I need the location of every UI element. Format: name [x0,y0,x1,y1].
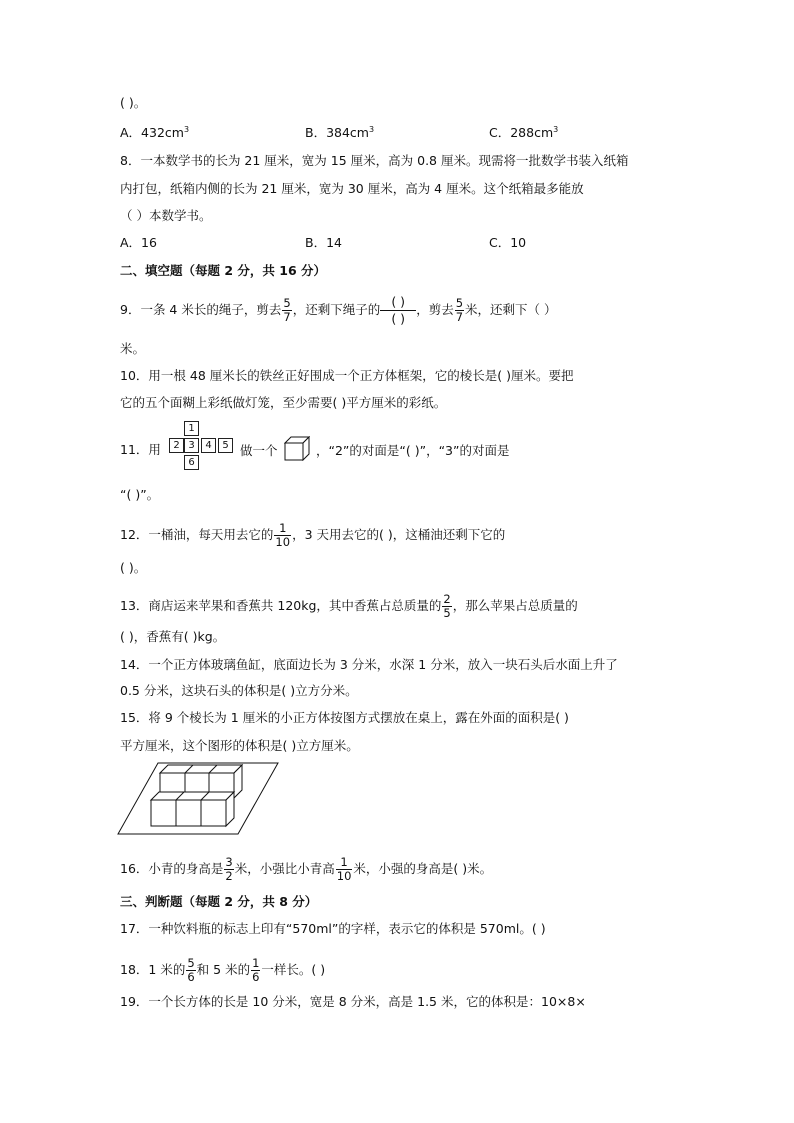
q11-line-2: “( )”。 [120,487,160,502]
q17-line-1: 17．一种饮料瓶的标志上印有“570ml”的字样，表示它的体积是 570ml。( ) [120,921,546,936]
q14-line-1: 14．一个正方体玻璃鱼缸，底面边长为 3 分米，水深 1 分米，放入一块石头后水面上升了 [120,657,618,672]
q12-fraction: $\frac{1}{10}$ [275,521,291,549]
q7-option-a: A．$432cm^3$ [120,124,190,140]
q15-line-2: 平方厘米，这个图形的体积是( )立方厘米。 [120,738,359,753]
q11-suffix: ，“2”的对面是“( )”，“3”的对面是 [316,443,510,458]
q8-option-a: A．16 [120,235,157,250]
net-cell-5: 5 [218,438,233,453]
q8-option-c: C．10 [489,235,527,250]
q9-fraction-1: $\frac{5}{7}$ [283,296,291,324]
q16-fraction-2: $\frac{1}{10}$ [336,855,352,883]
stacked-cubes-figure [116,758,280,838]
cube-net-figure [165,421,237,471]
q8-option-b: B．14 [305,235,342,250]
net-cell-3: 3 [184,438,199,453]
q8-line-2: 内打包，纸箱内侧的长为 21 厘米，宽为 30 厘米，高为 4 厘米。这个纸箱最多能放 [120,181,584,196]
net-cell-2: 2 [169,438,184,453]
q8-line-3: （ ）本数学书。 [120,208,212,223]
q18-line-1: 18．1 米的 $\frac{5}{6}$ 和 5 米的 $\frac{1}{6}$ 一样长。( ) [120,956,326,984]
q18-fraction-2: $\frac{1}{6}$ [252,956,260,984]
q10-line-2: 它的五个面糊上彩纸做灯笼，至少需要( )平方厘米的彩纸。 [120,395,447,410]
section-2-title: 二、填空题（每题 2 分，共 16 分） [120,263,327,278]
q8-line-1: 8．一本数学书的长为 21 厘米，宽为 15 厘米，高为 0.8 厘米。现需将一批数学书装入纸箱 [120,153,629,168]
q11-prefix: 11．用 [120,442,161,457]
q13-line-2: ( )，香蕉有( )kg。 [120,629,226,644]
q12-line-2: ( )。 [120,560,147,575]
net-cell-4: 4 [201,438,216,453]
q13-fraction: $\frac{2}{5}$ [443,592,451,620]
q7-option-b: B．$384cm^3$ [305,124,375,140]
q10-line-1: 10．用一根 48 厘米长的铁丝正好围成一个正方体框架，它的棱长是( )厘米。要把 [120,368,574,383]
q13-line-1: 13．商店运来苹果和香蕉共 120kg，其中香蕉占总质量的 $\frac{2}{5}$ ，那么苹果占总质量的 [120,592,578,620]
q9-line-2: 米。 [120,341,146,356]
q15-line-1: 15．将 9 个棱长为 1 厘米的小正方体按图方式摆放在桌上，露在外面的面积是( ) [120,710,569,725]
q16-fraction-1: $\frac{3}{2}$ [225,855,233,883]
q7-answer-blank: ( )。 [120,95,147,110]
q14-line-2: 0.5 分米，这块石头的体积是( )立方分米。 [120,683,358,698]
q19-line-1: 19．一个长方体的长是 10 分米，宽是 8 分米，高是 1.5 米，它的体积是：10×8× [120,994,586,1009]
net-cell-1: 1 [184,421,199,436]
q11-middle: 做一个 [240,443,278,458]
q12-line-1: 12．一桶油，每天用去它的 $\frac{1}{10}$ ，3 天用去它的( )，这桶油还剩下它的 [120,521,506,549]
cube-icon [284,436,310,461]
q16-line-1: 16．小青的身高是 $\frac{3}{2}$ 米，小强比小青高 $\frac{1}{10}$ 米，小强的身高是( )米。 [120,855,493,883]
q7-option-c: C．$288cm^3$ [489,124,559,140]
q18-fraction-1: $\frac{5}{6}$ [187,956,195,984]
section-3-title: 三、判断题（每题 2 分，共 8 分） [120,894,318,909]
q9-blank-fraction: $\frac{( )}{( )}$ [380,294,416,327]
q9-fraction-2: $\frac{5}{7}$ [455,296,464,324]
q9-line-1: 9．一条 4 米长的绳子，剪去 $\frac{5}{7}$ ，还剩下绳子的 $\frac{( )}{( )}$ ，剪去 $\frac{5}{7}$ 米，还剩下（ ） [120,294,557,326]
net-cell-6: 6 [184,455,199,470]
